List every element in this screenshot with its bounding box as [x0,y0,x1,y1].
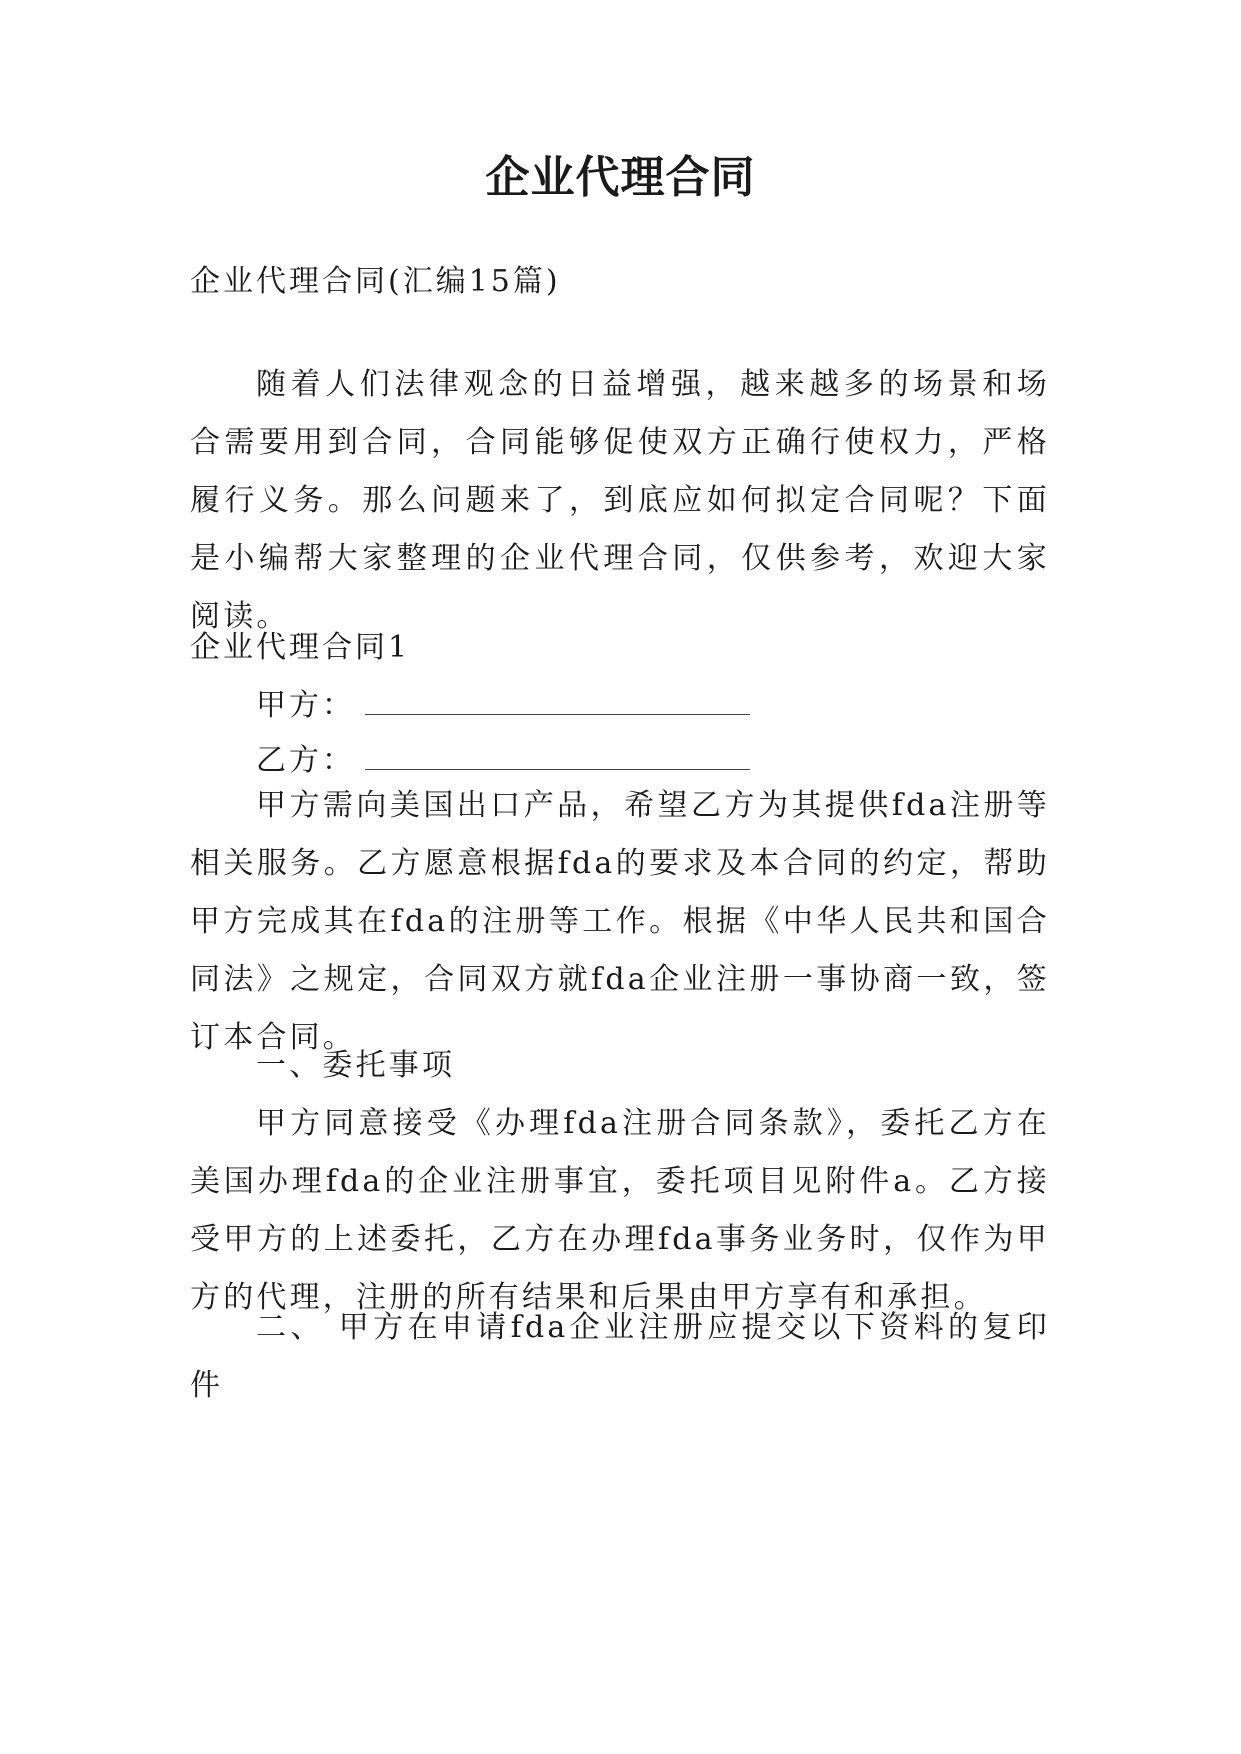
clause-1-body: 甲方同意接受《办理fda注册合同条款》，委托乙方在美国办理fda的企业注册事宜，委托项目见附件a。乙方接受甲方的上述委托，乙方在办理fda事务业务时，仅作为甲方的代理，注册的所有结果和后果由甲方享有和承担。 [190,1106,1050,1315]
document-subtitle: 企业代理合同(汇编15篇) [190,264,561,299]
party-b-label: 乙方： [256,743,355,778]
party-a-field [256,680,750,726]
party-a-label: 甲方： [256,688,355,723]
party-a-blank-line [365,680,750,715]
clause-1-heading: 一、委托事项 [256,1048,456,1083]
preamble-paragraph: 甲方需向美国出口产品，希望乙方为其提供fda注册等相关服务。乙方愿意根据fda的要求及本合同的约定，帮助甲方完成其在fda的注册等工作。根据《中华人民共和国合同法》之规定，合同双方就fda企业注册一事协商一致，签订本合同。 [190,788,1050,1055]
party-b-blank-line [365,735,750,770]
party-b-field [256,735,750,781]
section-heading: 企业代理合同1 [190,630,411,665]
clause-2-body: 二、 甲方在申请fda企业注册应提交以下资料的复印件 [190,1310,1050,1403]
document-title: 企业代理合同 [485,152,756,203]
intro-paragraph: 随着人们法律观念的日益增强，越来越多的场景和场合需要用到合同，合同能够促使双方正确行使权力，严格履行义务。那么问题来了，到底应如何拟定合同呢？下面是小编帮大家整理的企业代理合同，仅供参考，欢迎大家阅读。 [190,367,1050,634]
